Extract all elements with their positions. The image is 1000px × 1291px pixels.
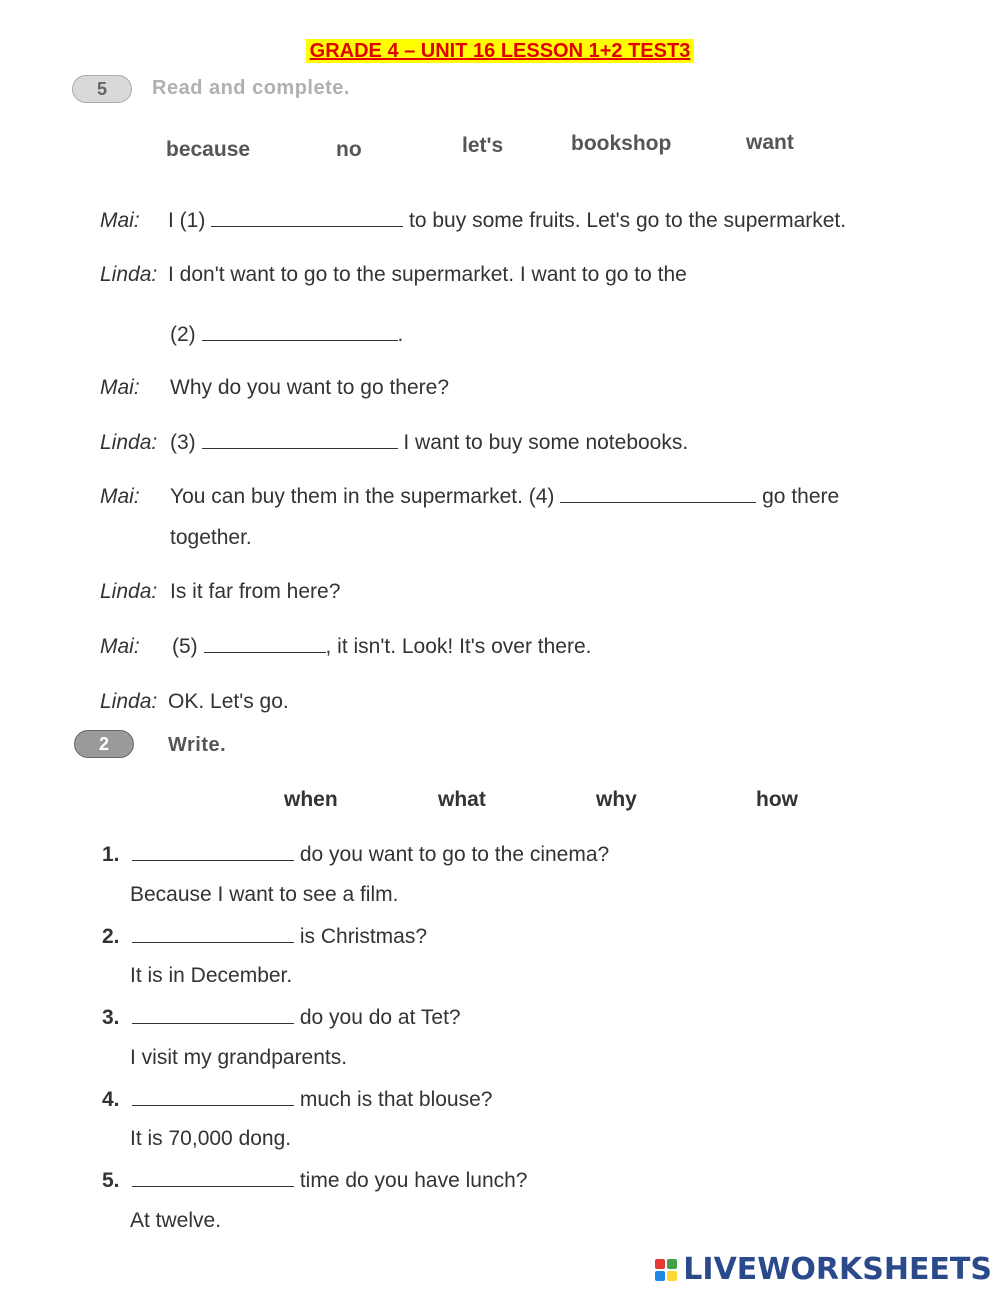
answer-blank-4[interactable] xyxy=(560,484,756,503)
logo-square xyxy=(667,1259,677,1269)
word-bank-item: what xyxy=(438,788,486,811)
answer-blank-2[interactable] xyxy=(202,322,398,341)
dialogue-line: Mai: You can buy them in the supermarket. (4) go there xyxy=(100,485,840,508)
logo-square xyxy=(655,1259,665,1269)
logo-square xyxy=(667,1271,677,1281)
word-bank-item: because xyxy=(166,138,251,161)
question-blank-5[interactable] xyxy=(132,1168,294,1187)
question-item: 4. much is that blouse? xyxy=(102,1088,493,1111)
logo-square xyxy=(655,1271,665,1281)
question-blank-2[interactable] xyxy=(132,924,294,943)
answer-text: It is 70,000 dong. xyxy=(130,1127,292,1150)
word-bank-item: no xyxy=(336,138,362,161)
word-bank-item: want xyxy=(746,131,794,154)
answer-text: At twelve. xyxy=(130,1209,222,1232)
speaker-label: Mai: xyxy=(100,209,140,232)
speaker-label: Mai: xyxy=(100,485,140,508)
question-item: 3. do you do at Tet? xyxy=(102,1006,461,1029)
word-bank-item: let's xyxy=(462,134,504,157)
answer-text: Because I want to see a film. xyxy=(130,883,399,906)
section-heading: Write. xyxy=(168,734,227,756)
page-title: GRADE 4 – UNIT 16 LESSON 1+2 TEST3 xyxy=(0,40,1000,63)
speaker-label: Linda: xyxy=(100,580,158,603)
word-bank-item: how xyxy=(756,788,798,811)
question-blank-4[interactable] xyxy=(132,1087,294,1106)
answer-blank-5[interactable] xyxy=(204,634,326,653)
word-bank-item: why xyxy=(596,788,637,811)
answer-text: It is in December. xyxy=(130,964,293,987)
question-blank-1[interactable] xyxy=(132,842,294,861)
dialogue-line: (2) . xyxy=(170,323,404,346)
dialogue-line: Linda: (3) I want to buy some notebooks. xyxy=(100,431,689,454)
exercise-badge: 2 xyxy=(74,730,134,758)
question-blank-3[interactable] xyxy=(132,1005,294,1024)
word-bank-item: bookshop xyxy=(571,132,672,155)
question-item: 5. time do you have lunch? xyxy=(102,1169,528,1192)
word-bank-item: when xyxy=(284,788,338,811)
question-item: 2. is Christmas? xyxy=(102,925,428,948)
dialogue-line: Linda: I don't want to go to the supermarket. I want to go to the xyxy=(100,263,687,286)
speaker-label: Linda: xyxy=(100,263,158,286)
answer-blank-1[interactable] xyxy=(211,208,403,227)
dialogue-line: Linda: Is it far from here? xyxy=(100,580,341,603)
dialogue-line: Linda: OK. Let's go. xyxy=(100,690,289,713)
dialogue-line: Mai: I (1) to buy some fruits. Let's go to the supermarket. xyxy=(100,209,847,232)
logo-icon xyxy=(655,1259,677,1281)
dialogue-line: Mai: (5) , it isn't. Look! It's over there. xyxy=(100,635,592,658)
dialogue-line: Mai: Why do you want to go there? xyxy=(100,376,449,399)
section-heading: Read and complete. xyxy=(152,77,350,99)
question-item: 1. do you want to go to the cinema? xyxy=(102,843,610,866)
speaker-label: Linda: xyxy=(100,690,158,713)
speaker-label: Mai: xyxy=(100,635,140,658)
exercise-badge: 5 xyxy=(72,75,132,103)
speaker-label: Linda: xyxy=(100,431,158,454)
speaker-label: Mai: xyxy=(100,376,140,399)
liveworksheets-logo: LIVEWORKSHEETS xyxy=(655,1252,992,1287)
answer-text: I visit my grandparents. xyxy=(130,1046,348,1069)
answer-blank-3[interactable] xyxy=(202,430,398,449)
dialogue-line: together. xyxy=(170,526,252,549)
